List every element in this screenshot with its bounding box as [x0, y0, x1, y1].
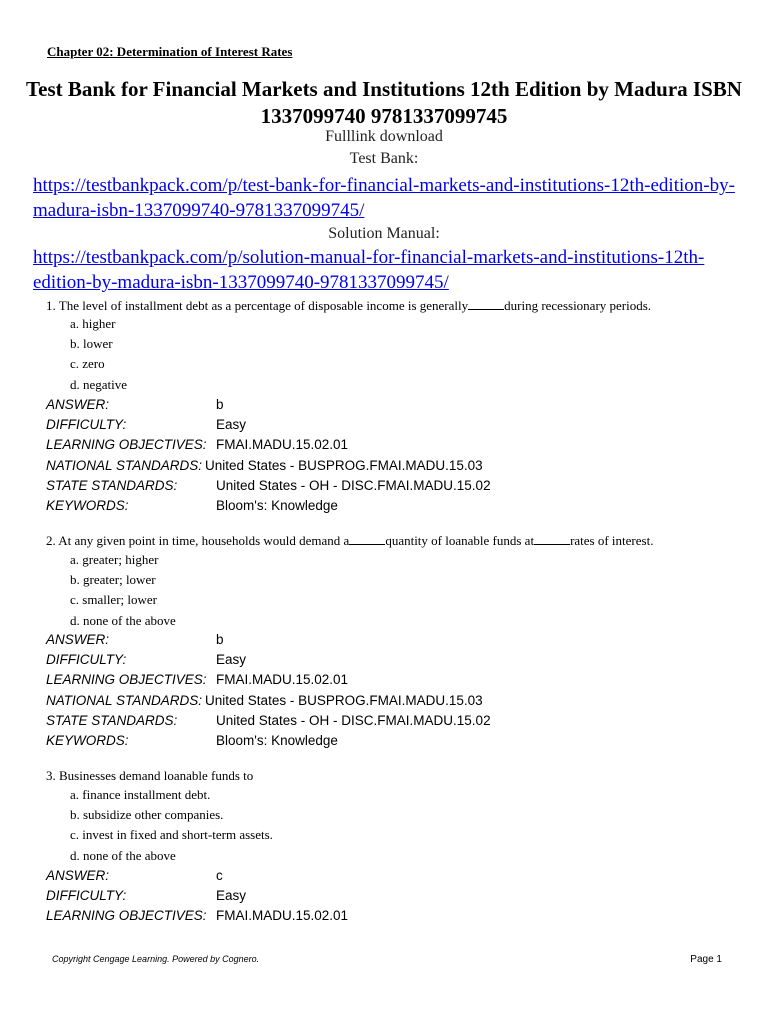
national-row — [46, 458, 483, 473]
learning-label: LEARNING OBJECTIVES: — [46, 437, 207, 452]
keywords-row — [46, 733, 338, 748]
difficulty-label: DIFFICULTY: — [46, 417, 127, 432]
keywords-row — [46, 498, 338, 513]
option-a: a. greater; higher — [70, 552, 159, 567]
question-text: quantity of loanable funds at — [385, 533, 535, 548]
state-row — [46, 713, 491, 728]
state-label: STATE STANDARDS: — [46, 713, 178, 728]
learning-row — [46, 672, 348, 687]
question-text: during recessionary periods. — [504, 298, 652, 313]
difficulty-label: DIFFICULTY: — [46, 652, 127, 667]
option-b: b. subsidize other companies. — [70, 807, 224, 822]
option-c: c. invest in fixed and short-term assets. — [70, 827, 273, 842]
learning-label: LEARNING OBJECTIVES: — [46, 908, 207, 923]
chapter-heading: Chapter 02: Determination of Interest Rates — [47, 44, 293, 59]
answer-value: b — [216, 397, 224, 412]
answer-row — [46, 397, 224, 412]
question-2 — [46, 533, 653, 549]
keywords-value: Bloom's: Knowledge — [216, 498, 338, 513]
answer-blank — [349, 535, 385, 545]
option-a: a. higher — [70, 316, 116, 331]
question-text: 2. At any given point in time, households would demand a — [46, 533, 350, 548]
answer-label: ANSWER: — [46, 868, 110, 883]
test-bank-label: Test Bank: — [349, 150, 419, 167]
national-value: United States - BUSPROG.FMAI.MADU.15.03 — [205, 458, 483, 473]
difficulty-row — [46, 888, 246, 903]
option-c: c. zero — [70, 356, 105, 371]
fulllink-label: Fulllink download — [325, 128, 443, 145]
learning-label: LEARNING OBJECTIVES: — [46, 672, 207, 687]
document-title: Test Bank for Financial Markets and Institutions 12th Edition by Madura ISBN 1337099740 9781337099745 — [26, 77, 742, 128]
learning-row — [46, 908, 348, 923]
learning-value: FMAI.MADU.15.02.01 — [216, 672, 349, 687]
difficulty-value: Easy — [216, 652, 247, 667]
option-d: d. none of the above — [70, 848, 176, 863]
difficulty-row — [46, 417, 246, 432]
national-row — [46, 693, 483, 708]
learning-value: FMAI.MADU.15.02.01 — [216, 908, 349, 923]
difficulty-row — [46, 652, 246, 667]
keywords-label: KEYWORDS: — [46, 733, 129, 748]
test-bank-link[interactable]: https://testbankpack.com/p/test-bank-for-financial-markets-and-institutions-12th-edition-by-madura-isbn-1337099740-9781337099745/ — [33, 175, 735, 221]
option-d: d. negative — [70, 377, 128, 392]
answer-value: b — [216, 632, 224, 647]
question-1 — [46, 298, 651, 314]
copyright-footer: Copyright Cengage Learning. Powered by Cognero. — [52, 954, 260, 964]
state-row — [46, 478, 491, 493]
state-value: United States - OH - DISC.FMAI.MADU.15.02 — [216, 478, 491, 493]
answer-label: ANSWER: — [46, 397, 110, 412]
answer-blank — [468, 300, 504, 310]
question-3 — [46, 768, 253, 784]
answer-row — [46, 868, 223, 883]
question-text: rates of interest. — [570, 533, 654, 548]
keywords-label: KEYWORDS: — [46, 498, 129, 513]
national-value: United States - BUSPROG.FMAI.MADU.15.03 — [205, 693, 483, 708]
difficulty-value: Easy — [216, 888, 247, 903]
option-a: a. finance installment debt. — [70, 787, 211, 802]
question-text: 3. Businesses demand loanable funds to — [46, 768, 254, 783]
option-b: b. lower — [70, 336, 113, 351]
page-number: Page 1 — [690, 954, 722, 965]
option-d: d. none of the above — [70, 613, 176, 628]
answer-row — [46, 632, 224, 647]
question-text: 1. The level of installment debt as a percentage of disposable income is generally — [46, 298, 469, 313]
keywords-value: Bloom's: Knowledge — [216, 733, 338, 748]
state-label: STATE STANDARDS: — [46, 478, 178, 493]
difficulty-value: Easy — [216, 417, 247, 432]
national-label: NATIONAL STANDARDS: — [46, 693, 203, 708]
solution-manual-link[interactable]: https://testbankpack.com/p/solution-manual-for-financial-markets-and-institutions-12th-edition-by-madura-isbn-1337099740-9781337099745/ — [33, 247, 705, 293]
state-value: United States - OH - DISC.FMAI.MADU.15.02 — [216, 713, 491, 728]
answer-value: c — [216, 868, 223, 883]
difficulty-label: DIFFICULTY: — [46, 888, 127, 903]
answer-label: ANSWER: — [46, 632, 110, 647]
solution-manual-label: Solution Manual: — [328, 225, 440, 242]
national-label: NATIONAL STANDARDS: — [46, 458, 203, 473]
option-c: c. smaller; lower — [70, 592, 157, 607]
answer-blank — [534, 535, 570, 545]
option-b: b. greater; lower — [70, 572, 156, 587]
learning-row — [46, 437, 348, 452]
learning-value: FMAI.MADU.15.02.01 — [216, 437, 349, 452]
